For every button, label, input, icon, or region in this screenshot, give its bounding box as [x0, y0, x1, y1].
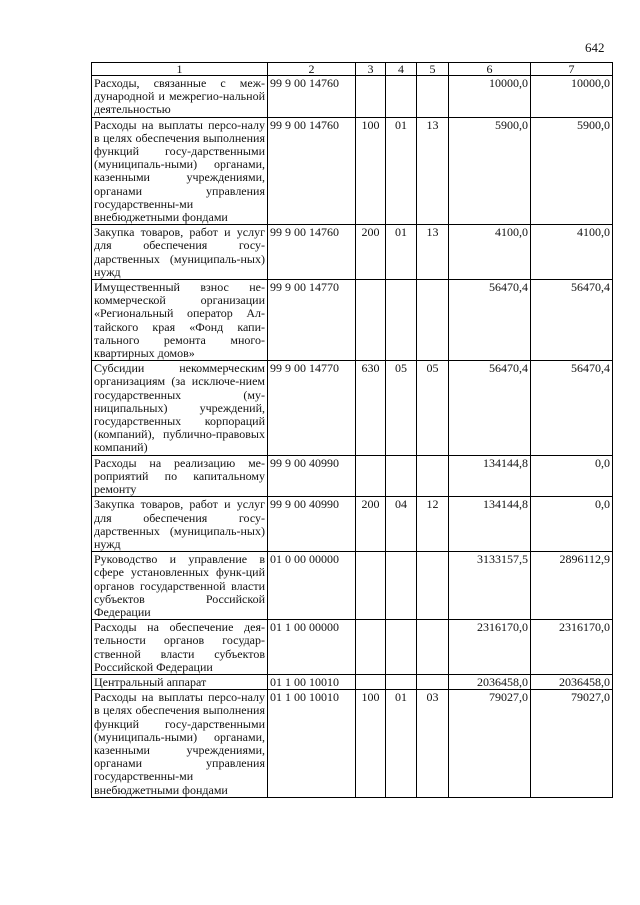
- table-row: [92, 552, 613, 620]
- target-code: 01 1 00 10010: [268, 690, 356, 798]
- target-code: 01 1 00 00000: [268, 620, 356, 675]
- amount-col6: 79027,0: [449, 690, 531, 798]
- amount-col7: 10000,0: [531, 76, 613, 118]
- amount-col7: 2036458,0: [531, 674, 613, 689]
- subsection-code: 12: [417, 497, 449, 552]
- expense-name: Закупка товаров, работ и услуг для обеспечения госу-дарственных (муниципаль-ных) нужд: [92, 225, 268, 280]
- amount-col6: 3133157,5: [449, 552, 531, 620]
- amount-col6: 56470,4: [449, 280, 531, 361]
- expense-type: [356, 76, 386, 118]
- amount-col7: 79027,0: [531, 690, 613, 798]
- target-code: 01 1 00 10010: [268, 674, 356, 689]
- subsection-code: [417, 76, 449, 118]
- amount-col7: 0,0: [531, 455, 613, 497]
- section-code: [386, 674, 417, 689]
- expense-type: [356, 674, 386, 689]
- amount-col7: 56470,4: [531, 280, 613, 361]
- amount-col7: 4100,0: [531, 225, 613, 280]
- section-code: 01: [386, 690, 417, 798]
- amount-col6: 134144,8: [449, 455, 531, 497]
- target-code: 99 9 00 40990: [268, 497, 356, 552]
- amount-col6: 2316170,0: [449, 620, 531, 675]
- amount-col6: 2036458,0: [449, 674, 531, 689]
- section-code: 04: [386, 497, 417, 552]
- subsection-code: [417, 674, 449, 689]
- table-row: [92, 76, 613, 118]
- amount-col6: 134144,8: [449, 497, 531, 552]
- subsection-code: 13: [417, 225, 449, 280]
- table-row: [92, 280, 613, 361]
- amount-col7: 5900,0: [531, 117, 613, 225]
- table-row: [92, 690, 613, 798]
- section-code: [386, 280, 417, 361]
- expense-name: Расходы на выплаты персо-налу в целях обеспечения выполнения функций госу-дарственными (муниципаль-ными) органами, казенными учреждениями, органами управления государственны-ми внебюджетными фондами: [92, 690, 268, 798]
- table-row: [92, 361, 613, 455]
- expense-type: 200: [356, 497, 386, 552]
- section-code: 01: [386, 117, 417, 225]
- amount-col6: 5900,0: [449, 117, 531, 225]
- amount-col6: 56470,4: [449, 361, 531, 455]
- expense-type: 100: [356, 117, 386, 225]
- table-row: [92, 117, 613, 225]
- page-number: 642: [585, 40, 605, 55]
- expense-name: Субсидии некоммерческим организациям (за исключе-нием государственных (му-ниципальных) учреждений, государственных корпораций (компаний), публично-правовых компаний): [92, 361, 268, 455]
- table-header-row: [92, 63, 613, 76]
- expense-type: [356, 552, 386, 620]
- header-cell: 7: [531, 63, 613, 76]
- expense-type: 630: [356, 361, 386, 455]
- section-code: 05: [386, 361, 417, 455]
- target-code: 99 9 00 40990: [268, 455, 356, 497]
- header-cell: 1: [92, 63, 268, 76]
- expense-type: [356, 455, 386, 497]
- expense-name: Расходы на выплаты персо-налу в целях обеспечения выполнения функций госу-дарственными (муниципаль-ными) органами, казенными учреждениями, органами управления государственны-ми внебюджетными фондами: [92, 117, 268, 225]
- expense-name: Центральный аппарат: [92, 674, 268, 689]
- amount-col7: 2896112,9: [531, 552, 613, 620]
- amount-col7: 0,0: [531, 497, 613, 552]
- target-code: 99 9 00 14770: [268, 280, 356, 361]
- header-cell: 3: [356, 63, 386, 76]
- amount-col6: 10000,0: [449, 76, 531, 118]
- table-row: [92, 620, 613, 675]
- expense-name: Закупка товаров, работ и услуг для обеспечения госу-дарственных (муниципаль-ных) нужд: [92, 497, 268, 552]
- section-code: [386, 620, 417, 675]
- target-code: 01 0 00 00000: [268, 552, 356, 620]
- subsection-code: [417, 552, 449, 620]
- header-cell: 2: [268, 63, 356, 76]
- section-code: [386, 552, 417, 620]
- expense-name: Расходы на реализацию ме-роприятий по капитальному ремонту: [92, 455, 268, 497]
- target-code: 99 9 00 14760: [268, 225, 356, 280]
- expense-type: 100: [356, 690, 386, 798]
- budget-table: [91, 62, 613, 798]
- section-code: 01: [386, 225, 417, 280]
- expense-name: Расходы на обеспечение дея-тельности органов государ-ственной власти субъектов Российской Федерации: [92, 620, 268, 675]
- section-code: [386, 455, 417, 497]
- table-row: [92, 225, 613, 280]
- amount-col6: 4100,0: [449, 225, 531, 280]
- target-code: 99 9 00 14760: [268, 76, 356, 118]
- expense-name: Имущественный взнос не-коммерческой организации «Региональный оператор Ал-тайского края «Фонд капи-тального ремонта много-квартирных домов»: [92, 280, 268, 361]
- subsection-code: 05: [417, 361, 449, 455]
- table-row: [92, 674, 613, 689]
- header-cell: 6: [449, 63, 531, 76]
- expense-type: [356, 620, 386, 675]
- expense-name: Расходы, связанные с меж-дународной и межрегио-нальной деятельностью: [92, 76, 268, 118]
- table-row: [92, 455, 613, 497]
- table-row: [92, 497, 613, 552]
- section-code: [386, 76, 417, 118]
- subsection-code: [417, 620, 449, 675]
- amount-col7: 2316170,0: [531, 620, 613, 675]
- amount-col7: 56470,4: [531, 361, 613, 455]
- expense-type: [356, 280, 386, 361]
- target-code: 99 9 00 14770: [268, 361, 356, 455]
- subsection-code: [417, 455, 449, 497]
- expense-type: 200: [356, 225, 386, 280]
- header-cell: 4: [386, 63, 417, 76]
- header-cell: 5: [417, 63, 449, 76]
- subsection-code: 13: [417, 117, 449, 225]
- target-code: 99 9 00 14760: [268, 117, 356, 225]
- subsection-code: [417, 280, 449, 361]
- subsection-code: 03: [417, 690, 449, 798]
- expense-name: Руководство и управление в сфере установленных функ-ций органов государственной власти субъектов Российской Федерации: [92, 552, 268, 620]
